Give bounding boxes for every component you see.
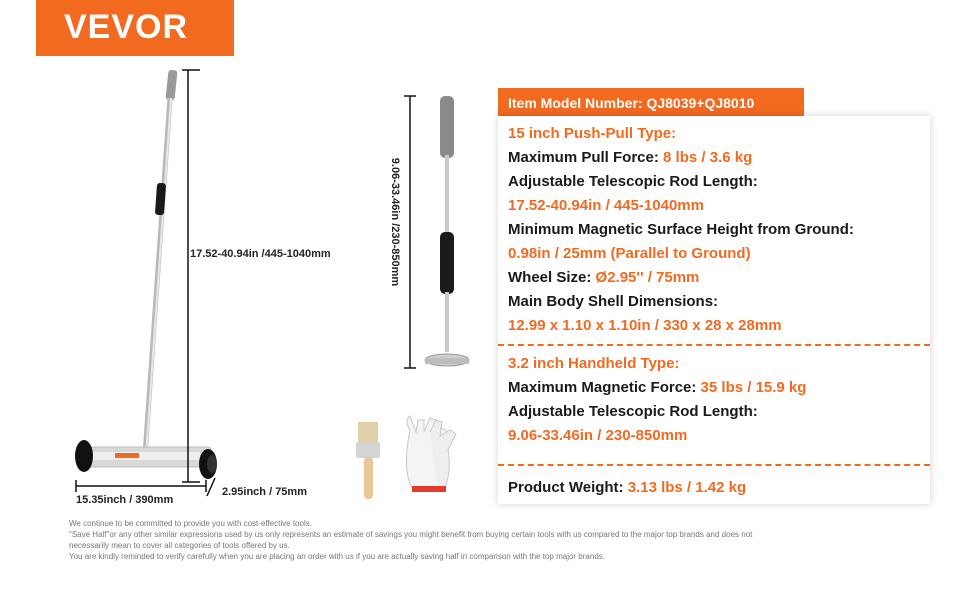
weight-value: 3.13 lbs / 1.42 kg bbox=[627, 479, 747, 496]
specs-panel bbox=[498, 116, 930, 504]
base-dimension-label: 15.35inch / 390mm bbox=[76, 494, 174, 506]
pull-force-row bbox=[508, 146, 920, 170]
handheld-rod-length-label: Adjustable Telescopic Rod Length: bbox=[508, 403, 758, 420]
disclaimer-line: "Save Half"or any other similar expressions used by us only represents an estimate of savings you might benefit from buying certain tools with us compared to the major top brands and does not bbox=[69, 530, 753, 539]
handheld-title: 3.2 inch Handheld Type: bbox=[508, 355, 680, 372]
pull-force-label: Maximum Pull Force: bbox=[508, 149, 664, 166]
gloves-image bbox=[406, 416, 456, 492]
rod-length-label: Adjustable Telescopic Rod Length: bbox=[508, 173, 758, 190]
weight-label: Product Weight: bbox=[508, 479, 628, 496]
weight-section bbox=[498, 464, 930, 504]
min-height-label: Minimum Magnetic Surface Height from Ground: bbox=[508, 221, 854, 238]
wheel-size-label: Wheel Size: bbox=[508, 269, 596, 286]
min-height-value: 0.98in / 25mm (Parallel to Ground) bbox=[508, 245, 751, 262]
rod-length-value: 17.52-40.94in / 445-1040mm bbox=[508, 197, 704, 214]
wheel-size-row bbox=[508, 266, 920, 290]
wheel-size-value: Ø2.95'' / 75mm bbox=[595, 269, 700, 286]
brush-image bbox=[356, 422, 380, 499]
rod-dimension-line bbox=[182, 70, 200, 482]
handheld-section bbox=[498, 344, 930, 464]
model-number-header: Item Model Number: QJ8039+QJ8010 bbox=[498, 88, 804, 118]
shell-dimensions-label: Main Body Shell Dimensions: bbox=[508, 293, 719, 310]
handheld-dimension-line bbox=[404, 96, 416, 368]
pull-force-value: 8 lbs / 3.6 kg bbox=[663, 149, 753, 166]
disclaimer-line: necessarily mean to cover all categories of tools offered by us. bbox=[69, 541, 290, 550]
weight-row bbox=[508, 476, 920, 500]
shell-dimensions-value: 12.99 x 1.10 x 1.10in / 330 x 28 x 28mm bbox=[508, 317, 782, 334]
wheel-dimension-label: 2.95inch / 75mm bbox=[222, 486, 307, 498]
handheld-magnet-image bbox=[425, 96, 469, 366]
wheel-dimension-line bbox=[207, 478, 215, 496]
disclaimer-line: You are kindly reminded to verify carefully when you are placing an order with us if you are actually saving half in comparison with the top major brands. bbox=[69, 552, 605, 561]
logo-text: VEVOR bbox=[64, 8, 189, 46]
handheld-dimension-label: 9.06-33.46in /230-850mm bbox=[389, 157, 401, 287]
push-pull-sweeper-image bbox=[75, 70, 217, 479]
push-pull-title: 15 inch Push-Pull Type: bbox=[508, 125, 677, 142]
push-pull-section bbox=[498, 116, 930, 344]
disclaimer bbox=[69, 518, 869, 562]
disclaimer-line: We continue to be committed to provide you with cost-effective tools. bbox=[69, 519, 312, 528]
rod-dimension-label: 17.52-40.94in /445-1040mm bbox=[190, 248, 331, 260]
magnetic-force-value: 35 lbs / 15.9 kg bbox=[700, 379, 807, 396]
magnetic-force-row bbox=[508, 376, 920, 400]
handheld-rod-length-value: 9.06-33.46in / 230-850mm bbox=[508, 427, 688, 444]
magnetic-force-label: Maximum Magnetic Force: bbox=[508, 379, 701, 396]
